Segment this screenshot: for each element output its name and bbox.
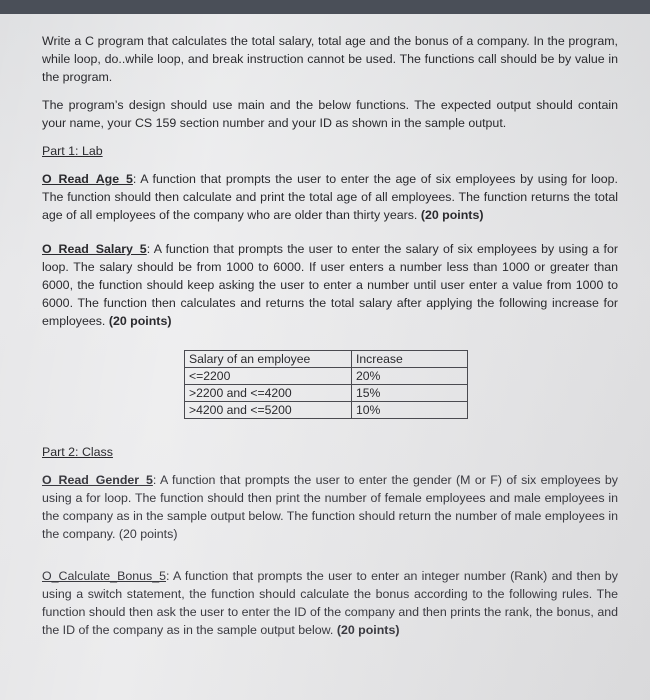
document-page — [0, 14, 650, 700]
part2-heading: Part 2: Class — [42, 445, 113, 459]
part1-heading: Part 1: Lab — [42, 144, 103, 158]
bonus-points: (20 points) — [336, 623, 400, 637]
table-cell: >2200 and <=4200 — [185, 385, 352, 402]
age-function-text: : A function that prompts the user to enter the age of six employees by using for loop. The function should then calculate and print the total age of all employees. The function returns the total age of all employees of the company who are older than thirty years. — [42, 172, 618, 222]
table-row — [185, 402, 468, 419]
salary-function-paragraph — [42, 240, 618, 330]
design-paragraph: The program’s design should use main and the below functions. The expected output should contain your name, your CS 159 section number and your ID as shown in the sample output. — [42, 98, 618, 130]
salary-function-name: O_Read_Salary_5 — [42, 242, 147, 256]
age-function-paragraph — [42, 170, 618, 224]
intro-paragraph: Write a C program that calculates the total salary, total age and the bonus of a company. In the program, while loop, do..while loop, and break instruction cannot be used. The functions call should be by value in the program. — [42, 34, 618, 84]
gender-function-name: O_Read_Gender_5 — [42, 473, 153, 487]
table-cell: 15% — [352, 385, 468, 402]
table-header-row — [185, 351, 468, 368]
table-cell: <=2200 — [185, 368, 352, 385]
table-header-increase: Increase — [352, 351, 468, 368]
table-cell: >4200 and <=5200 — [185, 402, 352, 419]
table-header-salary: Salary of an employee — [185, 351, 352, 368]
bonus-function-text: : A function that prompts the user to enter an integer number (Rank) and then by using a switch statement, the function should calculate the bonus according to the following rules. The function should then ask the user to enter the ID of the company and then prints the rank, the bonus, and the ID of the company as in the sample output below. — [42, 569, 618, 637]
table-row — [185, 368, 468, 385]
bonus-function-name: O_Calculate_Bonus_5 — [42, 569, 166, 583]
increase-table — [184, 350, 468, 419]
document-content — [42, 32, 618, 639]
table-cell: 10% — [352, 402, 468, 419]
salary-function-text: : A function that prompts the user to enter the salary of six employees by using a for loop. The salary should be from 1000 to 6000. If user enters a number less than 1000 or greater than 6000, the function should keep asking the user to enter a number until user enter a value from 1000 to 6000. The function then calculates and returns the total salary after applying the following increase for employees. — [42, 242, 618, 328]
age-points: (20 points) — [420, 208, 484, 222]
gender-function-text: : A function that prompts the user to enter the gender (M or F) of six employees by using a for loop. The function should then print the number of female employees and male employees in the company as in the sample output below. The function should return the number of male employees in the company. (20 points) — [42, 473, 618, 541]
table-row — [185, 385, 468, 402]
table-cell: 20% — [352, 368, 468, 385]
bonus-function-paragraph — [42, 567, 618, 639]
gender-function-paragraph — [42, 471, 618, 543]
age-function-name: O_Read_Age_5 — [42, 172, 133, 186]
salary-points: (20 points) — [108, 314, 172, 328]
